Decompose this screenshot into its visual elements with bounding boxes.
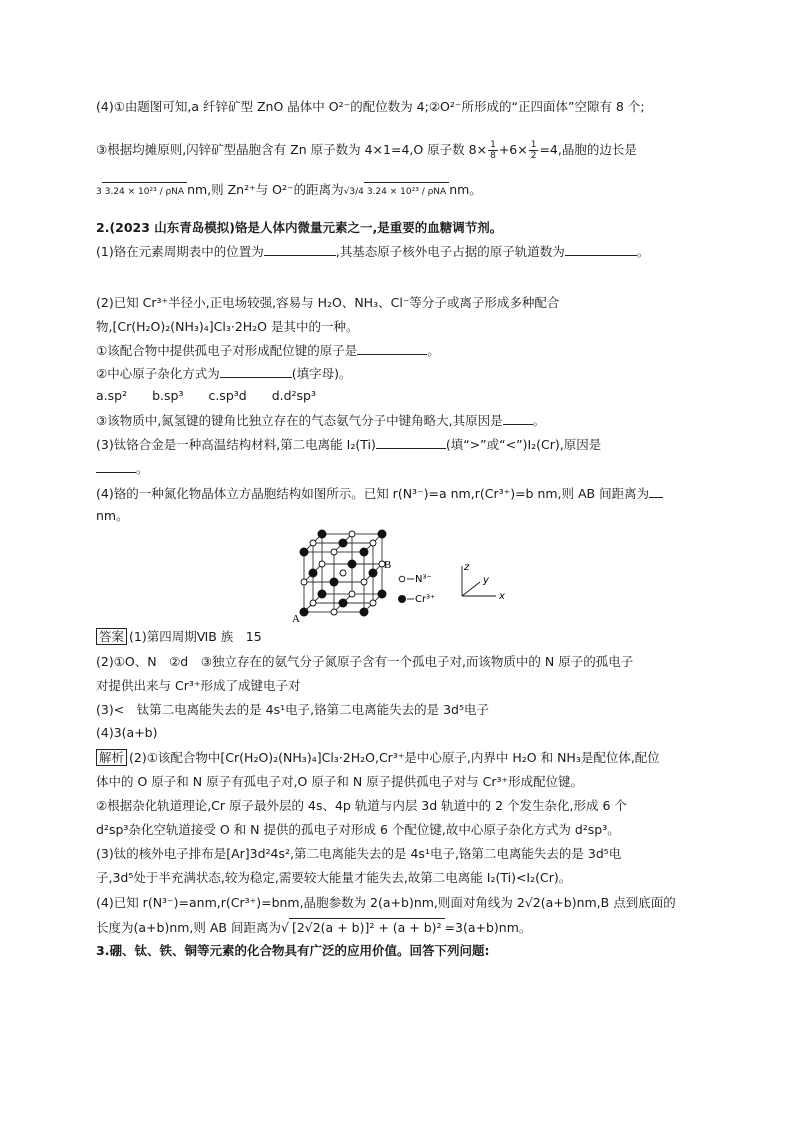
- text-segment: ①该配合物中提供孤电子对形成配位键的原子是: [96, 343, 358, 358]
- fraction: [529, 140, 539, 161]
- analysis-line: 子,3d⁵处于半充满状态,较为稳定,需要较大能量才能失去,故第二电离能 I₂(Ti)<I₂(Cr)。: [96, 870, 572, 885]
- text-segment: ②中心原子杂化方式为: [96, 366, 220, 381]
- answer-line: [96, 628, 262, 646]
- answer-blank: [96, 459, 136, 473]
- answer-blank: [357, 341, 427, 355]
- text-line: [96, 364, 351, 383]
- answer-line: (4)3(a+b): [96, 725, 158, 740]
- text-line: [96, 435, 601, 454]
- fraction: [488, 140, 498, 161]
- analysis-line: ②根据杂化轨道理论,Cr 原子最外层的 4s、4p 轨道与内层 3d 轨道中的 2 个发生杂化,形成 6 个: [96, 798, 627, 813]
- sqrt-sign: √: [280, 920, 289, 935]
- text-line: [96, 484, 663, 503]
- analysis-line: (3)钛的核外电子排布是[Ar]3d²4s²,第二电离能失去的是 4s¹电子,铬第二电离能失去的是 3d⁵电: [96, 846, 622, 861]
- text-segment: 。: [532, 413, 546, 428]
- text-segment: (2)①该配合物中[Cr(H₂O)₂(NH₃)₄]Cl₃·2H₂O,Cr³⁺是中心原子,内界中 H₂O 和 NH₃是配位体,配位: [129, 750, 660, 765]
- answer-line: 对提供出来与 Cr³⁺形成了成键电子对: [96, 678, 301, 693]
- crystal-cell-figure: [290, 528, 520, 628]
- legend-n-label: N³⁻: [415, 574, 432, 585]
- answer-line: (3)< 钛第二电离能失去的是 4s¹电子,铬第二电离能失去的是 3d⁵电子: [96, 702, 489, 717]
- text-segment: 。: [136, 461, 149, 476]
- point-label-b: B: [384, 559, 392, 571]
- answer-blank: [264, 242, 336, 256]
- fraction-numerator: 1: [490, 140, 496, 150]
- text-segment: (4)铬的一种氮化物晶体立方晶胞结构如图所示。已知 r(N³⁻)=a nm,r(Cr³⁺)=b nm,则 AB 间距离为: [96, 486, 650, 501]
- text-line: (4)①由题图可知,a 纤锌矿型 ZnO 晶体中 O²⁻的配位数为 4;②O²⁻所形成的“正四面体”空隙有 8 个;: [96, 99, 645, 114]
- root-expression: 3.24 × 10²³ / ρNA: [102, 182, 187, 201]
- answer-blank: [565, 242, 637, 256]
- question-title: 3.硼、钛、铁、铜等元素的化合物具有广泛的应用价值。回答下列问题:: [96, 943, 490, 958]
- text-segment: ,其基态原子核外电子占据的原子轨道数为: [335, 244, 565, 259]
- text-segment: ③该物质中,氮氢键的键角比独立存在的气态氨气分子中键角略大,其原因是: [96, 413, 503, 428]
- analysis-line: d²sp³杂化空轨道接受 O 和 N 提供的孤电子对形成 6 个配位键,故中心原子杂化方式为 d²sp³。: [96, 822, 620, 837]
- text-line: 物,[Cr(H₂O)₂(NH₃)₄]Cl₃·2H₂O 是其中的一种。: [96, 319, 359, 334]
- analysis-line: [96, 749, 660, 767]
- text-line: [96, 341, 440, 360]
- analysis-line: (4)已知 r(N³⁻)=anm,r(Cr³⁺)=bnm,晶胞参数为 2(a+b)nm,则面对角线为 2√2(a+b)nm,B 点到底面的: [96, 895, 676, 910]
- answer-blank: [649, 484, 663, 498]
- fraction-denominator: 2: [530, 151, 537, 161]
- text-segment: nm,则 Zn²⁺与 O²⁻的距离为: [187, 182, 344, 197]
- coefficient: √3/4: [343, 187, 364, 197]
- point-label-a: A: [292, 613, 300, 625]
- analysis-line: [96, 918, 531, 937]
- text-segment: (1)第四周期ⅥB 族 15: [129, 629, 262, 644]
- text-line: [96, 181, 482, 201]
- answer-blank: [220, 364, 292, 378]
- cube-root-index: 3: [96, 187, 102, 197]
- answer-line: (2)①O、N ②d ③独立存在的氨气分子氮原子含有一个孤电子对,而该物质中的 N 原子的孤电子: [96, 654, 634, 669]
- answer-blank: [503, 411, 533, 425]
- question-title: 2.(2023 山东青岛模拟)铬是人体内微量元素之一,是重要的血糖调节剂。: [96, 220, 503, 235]
- options-line: a.sp² b.sp³ c.sp³d d.d²sp³: [96, 388, 317, 403]
- text-segment: =3(a+b)nm。: [444, 920, 532, 935]
- answer-blank: [376, 435, 446, 449]
- text-line: [96, 242, 649, 261]
- text-segment: (填字母)。: [291, 366, 352, 381]
- text-line: [96, 411, 545, 430]
- text-line: [96, 459, 149, 478]
- analysis-label: 解析: [96, 749, 127, 766]
- text-segment: (3)钛铬合金是一种高温结构材料,第二电离能 I₂(Ti): [96, 437, 376, 452]
- text-line: nm。: [96, 508, 129, 523]
- legend-cr-symbol: [398, 595, 406, 603]
- analysis-line: 体中的 O 原子和 N 原子有孤电子对,O 原子和 N 原子提供孤电子对与 Cr³⁺形成配位键。: [96, 774, 584, 789]
- text-segment: (1)铬在元素周期表中的位置为: [96, 244, 264, 259]
- fraction-numerator: 1: [530, 140, 537, 150]
- text-segment: (填“>”或“<”)I₂(Cr),原因是: [445, 437, 602, 452]
- axis-z-label: z: [464, 562, 470, 573]
- text-segment: 。: [636, 244, 650, 259]
- text-segment: 。: [427, 343, 440, 358]
- axis-y-label: y: [483, 575, 489, 586]
- legend-n-symbol: [399, 576, 405, 582]
- text-line: [96, 140, 637, 161]
- text-line: (2)已知 Cr³⁺半径小,正电场较强,容易与 H₂O、NH₃、Cl⁻等分子或离子形成多种配合: [96, 295, 560, 310]
- text-segment: nm。: [449, 182, 482, 197]
- root-expression: 3.24 × 10²³ / ρNA: [364, 182, 449, 201]
- answer-label: 答案: [96, 628, 127, 645]
- root-expression: [2√2(a + b)]² + (a + b)²: [289, 918, 445, 937]
- axis-x-label: x: [499, 591, 505, 602]
- text-segment: +6×: [498, 142, 528, 157]
- legend-cr-label: Cr³⁺: [415, 594, 436, 605]
- text-segment: =4,晶胞的边长是: [539, 142, 637, 157]
- fraction-denominator: 8: [490, 151, 496, 161]
- text-segment: ③根据均摊原则,闪锌矿型晶胞含有 Zn 原子数为 4×1=4,O 原子数 8×: [96, 142, 488, 157]
- text-segment: 长度为(a+b)nm,则 AB 间距离为: [96, 920, 281, 935]
